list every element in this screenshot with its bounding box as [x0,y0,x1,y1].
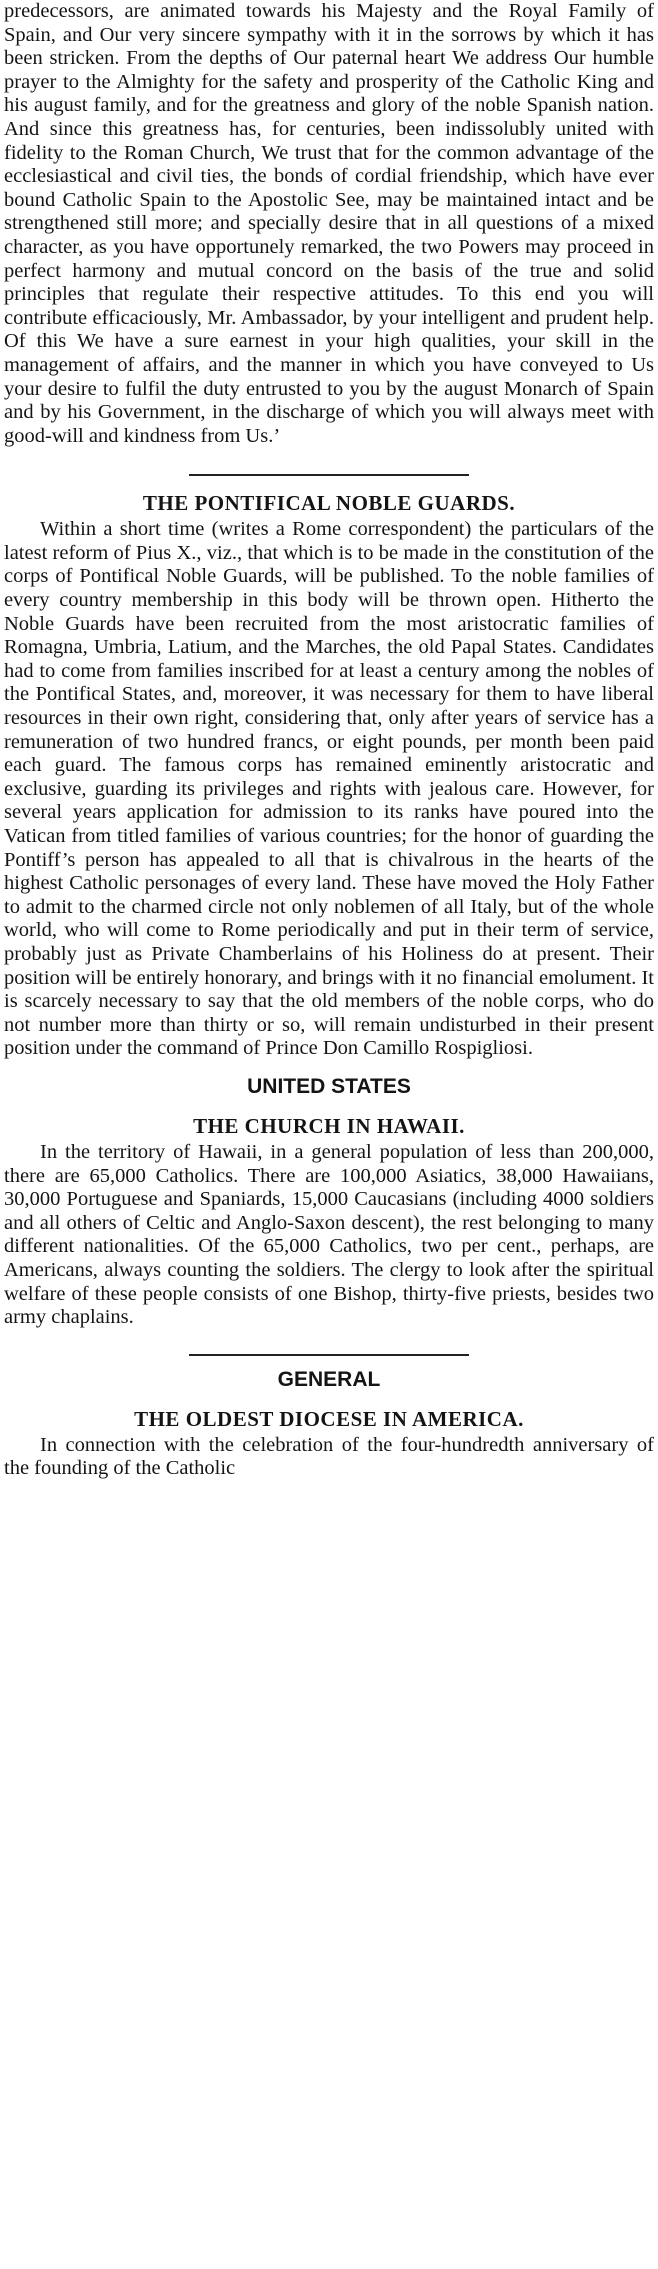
article-heading: THE OLDEST DIOCESE IN AMERICA. [134,1406,524,1431]
article-body: predecessors, are animated towards his Majesty and the Royal Family of Spain, and Our very sincere sympathy with it in the sorrows by which it has been stricken. From the depths of Our paternal heart We address Our humble prayer to the Almighty for the safety and prosperity of the Catholic King and his august family, and for the greatness and glory of the noble Spanish nation. And since this greatness has, for centuries, been indissolubly united with fidelity to the Roman Church, We trust that for the common advantage of the ecclesiastical and civil ties, the bonds of cordial friendship, which have ever bound Catholic Spain to the Apostolic See, may be maintained intact and be strengthened still more; and specially desire that in all questions of a mixed character, as you have opportunely remarked, the two Powers may proceed in perfect harmony and mutual concord on the basis of the true and solid principles that regulate their respective attitudes. To this end you will contribute efficaciously, Mr. Ambassador, by your intelligent and prudent help. Of this We have a sure earnest in your high qualities, your skill in the management of affairs, and the manner in which you have conveyed to Us your desire to fulfil the duty entrusted to you by the august Monarch of Spain and by his Government, in the discharge of which you will always meet with good-will and kindness from Us.’ [4,0,654,447]
article-heading: THE PONTIFICAL NOBLE GUARDS. [142,491,516,516]
article-body: In the territory of Hawaii, in a general population of less than 200,000, there are 65,000 Catholics. There are 100,000 Asiatics, 38,000 Hawaiians, 30,000 Portuguese and Spaniards, 15,000 Caucasians (including 4000 soldiers and all others of Celtic and Anglo-Saxon descent), the rest belonging to many different nationalities. Of the 65,000 Catholics, two per cent., perhaps, are Americans, always counting the soldiers. The clergy to look after the spiritual welfare of these people consists of one Bishop, thirty-five priests, besides two army chaplains. [4,1140,654,1329]
divider [189,1354,469,1356]
section-title: UNITED STATES [247,1074,411,1098]
newspaper-column [4,0,654,1481]
article-heading: THE CHURCH IN HAWAII. [193,1113,465,1138]
article-body: In connection with the celebration of the four-hundredth anniversary of the founding of the Catholic [4,1433,654,1480]
section-title: GENERAL [277,1367,381,1391]
divider [189,474,469,476]
article-body: Within a short time (writes a Rome correspondent) the particulars of the latest reform of Pius X., viz., that which is to be made in the constitution of the corps of Pontifical Noble Guards, will be published. To the noble families of every country membership in this body will be thrown open. Hitherto the Noble Guards have been recruited from the most aristocratic families of Romagna, Umbria, Latium, and the Marches, the old Papal States. Candidates had to come from families inscribed for at least a century among the nobles of the Pontifical States, and, moreover, it was necessary for them to have liberal resources in their own right, considering that, only after years of service has a remuneration of two hundred francs, or eight pounds, per month been paid each guard. The famous corps has remained eminently aristocratic and exclusive, guarding its privileges and rights with jealous care. However, for several years application for admission to its ranks have poured into the Vatican from titled families of various countries; for the honor of guarding the Pontiff’s person has appealed to all that is chivalrous in the hearts of the highest Catholic personages of every land. These have moved the Holy Father to admit to the charmed circle not only noblemen of all Italy, but of the whole world, who will come to Rome periodically and put in their term of service, probably just as Private Chamberlains of his Holiness do at present. Their position will be entirely honorary, and brings with it no financial emolument. It is scarcely necessary to say that the old members of the noble corps, who do not number more than thirty or so, will remain undisturbed in their present position under the command of Prince Don Camillo Rospigliosi. [4,518,654,1060]
